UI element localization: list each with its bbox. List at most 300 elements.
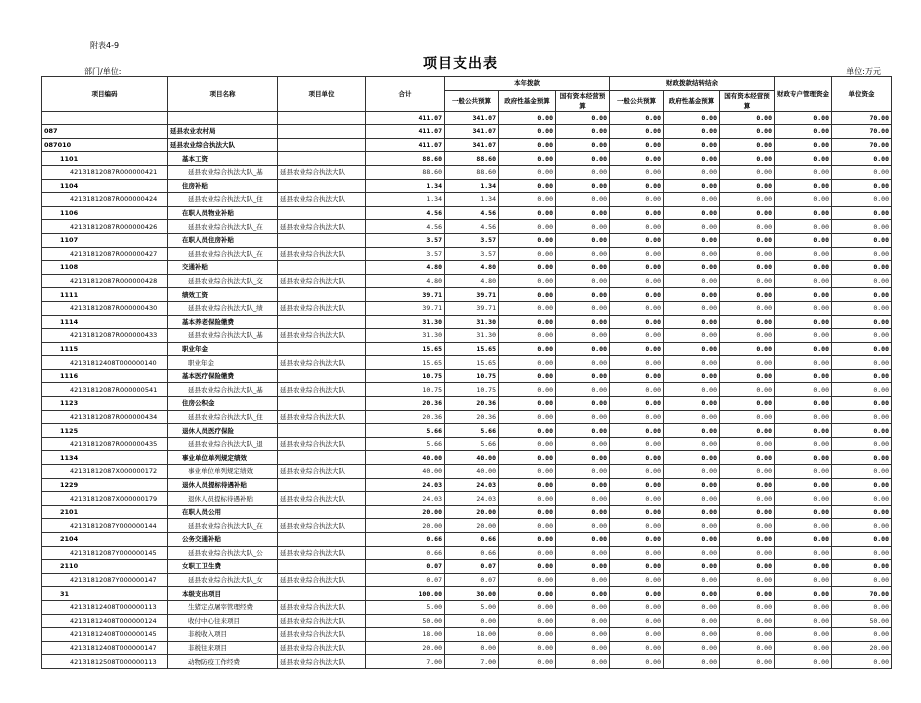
cell-g2-general: 0.00 bbox=[610, 424, 664, 438]
header-g2-fund: 政府性基金预算 bbox=[664, 90, 720, 111]
cell-own-funds: 0.00 bbox=[832, 492, 892, 506]
cell-project-name: 基本医疗保险缴费 bbox=[168, 369, 278, 383]
table-row bbox=[42, 587, 892, 601]
cell-project-unit bbox=[278, 315, 366, 329]
cell-g2-state-capital: 0.00 bbox=[720, 342, 775, 356]
cell-special-account: 0.00 bbox=[775, 573, 832, 587]
cell-project-name: 女职工卫生费 bbox=[168, 560, 278, 574]
cell-project-name: 收付中心往来项目 bbox=[168, 614, 278, 628]
cell-g2-general: 0.00 bbox=[610, 465, 664, 479]
cell-g2-general: 0.00 bbox=[610, 492, 664, 506]
cell-g1-fund: 0.00 bbox=[499, 193, 556, 207]
table-row bbox=[42, 600, 892, 614]
cell-g2-state-capital: 0.00 bbox=[720, 220, 775, 234]
cell-g1-state-capital: 0.00 bbox=[556, 410, 610, 424]
cell-project-code: 1104 bbox=[42, 179, 168, 193]
cell-own-funds: 0.00 bbox=[832, 315, 892, 329]
cell-g2-general: 0.00 bbox=[610, 247, 664, 261]
cell-own-funds: 70.00 bbox=[832, 111, 892, 125]
cell-project-name: 职业年金 bbox=[168, 356, 278, 370]
cell-project-name: 在职人员物业补贴 bbox=[168, 206, 278, 220]
cell-g2-state-capital: 0.00 bbox=[720, 397, 775, 411]
table-row bbox=[42, 437, 892, 451]
cell-g2-fund: 0.00 bbox=[664, 315, 720, 329]
cell-project-name: 公务交通补贴 bbox=[168, 533, 278, 547]
cell-g2-general: 0.00 bbox=[610, 655, 664, 669]
cell-g1-general: 4.56 bbox=[445, 206, 499, 220]
cell-g1-general: 24.03 bbox=[445, 492, 499, 506]
cell-project-code: 42131812087R000000421 bbox=[42, 165, 168, 179]
cell-g1-general: 15.65 bbox=[445, 356, 499, 370]
cell-g2-fund: 0.00 bbox=[664, 301, 720, 315]
cell-g2-fund: 0.00 bbox=[664, 410, 720, 424]
cell-total: 3.57 bbox=[366, 247, 445, 261]
cell-own-funds: 0.00 bbox=[832, 301, 892, 315]
cell-total: 4.80 bbox=[366, 274, 445, 288]
cell-g1-state-capital: 0.00 bbox=[556, 301, 610, 315]
table-row bbox=[42, 397, 892, 411]
cell-project-name: 在职人员公用 bbox=[168, 505, 278, 519]
cell-project-code: 2110 bbox=[42, 560, 168, 574]
cell-g1-general: 5.66 bbox=[445, 424, 499, 438]
cell-g1-fund: 0.00 bbox=[499, 478, 556, 492]
project-expenditure-table bbox=[41, 76, 892, 669]
cell-g2-state-capital: 0.00 bbox=[720, 233, 775, 247]
cell-g1-general: 341.07 bbox=[445, 138, 499, 152]
cell-g2-state-capital: 0.00 bbox=[720, 533, 775, 547]
cell-g1-fund: 0.00 bbox=[499, 383, 556, 397]
cell-g1-state-capital: 0.00 bbox=[556, 261, 610, 275]
cell-g1-general: 20.00 bbox=[445, 519, 499, 533]
cell-g1-fund: 0.00 bbox=[499, 206, 556, 220]
cell-project-code: 42131812087Y000000147 bbox=[42, 573, 168, 587]
cell-own-funds: 0.00 bbox=[832, 410, 892, 424]
cell-g1-state-capital: 0.00 bbox=[556, 492, 610, 506]
cell-total: 50.00 bbox=[366, 614, 445, 628]
cell-own-funds: 0.00 bbox=[832, 261, 892, 275]
table-row bbox=[42, 342, 892, 356]
cell-g2-fund: 0.00 bbox=[664, 465, 720, 479]
cell-g1-general: 7.00 bbox=[445, 655, 499, 669]
cell-own-funds: 0.00 bbox=[832, 274, 892, 288]
cell-g1-fund: 0.00 bbox=[499, 451, 556, 465]
cell-g2-fund: 0.00 bbox=[664, 111, 720, 125]
cell-project-unit: 延县农业综合执法大队 bbox=[278, 274, 366, 288]
appendix-number: 附表4-9 bbox=[90, 41, 120, 50]
header-carryover: 财政拨款结转结余 bbox=[610, 77, 775, 91]
cell-g2-state-capital: 0.00 bbox=[720, 111, 775, 125]
cell-project-code: 1101 bbox=[42, 152, 168, 166]
cell-g1-general: 5.00 bbox=[445, 600, 499, 614]
cell-g1-state-capital: 0.00 bbox=[556, 369, 610, 383]
cell-g1-fund: 0.00 bbox=[499, 247, 556, 261]
cell-g1-state-capital: 0.00 bbox=[556, 165, 610, 179]
cell-g2-general: 0.00 bbox=[610, 233, 664, 247]
cell-g1-fund: 0.00 bbox=[499, 138, 556, 152]
cell-g1-general: 3.57 bbox=[445, 247, 499, 261]
cell-project-unit: 延县农业综合执法大队 bbox=[278, 614, 366, 628]
cell-g2-fund: 0.00 bbox=[664, 274, 720, 288]
cell-g1-fund: 0.00 bbox=[499, 600, 556, 614]
cell-special-account: 0.00 bbox=[775, 356, 832, 370]
header-own-funds: 单位资金 bbox=[832, 77, 892, 112]
cell-g1-general: 88.60 bbox=[445, 152, 499, 166]
cell-project-name: 延县农业综合执法大队_退 bbox=[168, 437, 278, 451]
table-row bbox=[42, 424, 892, 438]
cell-own-funds: 50.00 bbox=[832, 614, 892, 628]
cell-own-funds: 70.00 bbox=[832, 138, 892, 152]
cell-own-funds: 0.00 bbox=[832, 383, 892, 397]
cell-project-name: 延县农业综合执法大队_基 bbox=[168, 165, 278, 179]
cell-g1-fund: 0.00 bbox=[499, 533, 556, 547]
cell-project-code: 42131812508T000000113 bbox=[42, 655, 168, 669]
cell-special-account: 0.00 bbox=[775, 125, 832, 139]
cell-project-name: 延县农业综合执法大队_交 bbox=[168, 274, 278, 288]
cell-g1-general: 341.07 bbox=[445, 125, 499, 139]
cell-g1-fund: 0.00 bbox=[499, 546, 556, 560]
cell-g2-fund: 0.00 bbox=[664, 233, 720, 247]
cell-project-name: 延县农业综合执法大队_基 bbox=[168, 329, 278, 343]
table-row bbox=[42, 329, 892, 343]
cell-project-name: 动物防疫工作经费 bbox=[168, 655, 278, 669]
table-row bbox=[42, 356, 892, 370]
cell-project-name: 绩效工资 bbox=[168, 288, 278, 302]
header-g1-general: 一般公共预算 bbox=[445, 90, 499, 111]
table-row bbox=[42, 179, 892, 193]
cell-own-funds: 0.00 bbox=[832, 519, 892, 533]
cell-own-funds: 20.00 bbox=[832, 641, 892, 655]
cell-project-unit bbox=[278, 424, 366, 438]
cell-g2-general: 0.00 bbox=[610, 125, 664, 139]
cell-g2-general: 0.00 bbox=[610, 641, 664, 655]
cell-project-name: 交通补贴 bbox=[168, 261, 278, 275]
cell-project-name: 住房公积金 bbox=[168, 397, 278, 411]
cell-project-unit bbox=[278, 179, 366, 193]
table-row bbox=[42, 614, 892, 628]
cell-g1-fund: 0.00 bbox=[499, 220, 556, 234]
cell-g2-general: 0.00 bbox=[610, 628, 664, 642]
cell-project-unit: 延县农业综合执法大队 bbox=[278, 600, 366, 614]
cell-project-name: 延县农业综合执法大队_在 bbox=[168, 220, 278, 234]
cell-project-unit bbox=[278, 261, 366, 275]
cell-total: 5.66 bbox=[366, 424, 445, 438]
cell-project-code: 42131812408T000000145 bbox=[42, 628, 168, 642]
cell-g2-fund: 0.00 bbox=[664, 560, 720, 574]
cell-g2-general: 0.00 bbox=[610, 342, 664, 356]
cell-g1-state-capital: 0.00 bbox=[556, 628, 610, 642]
cell-project-unit: 延县农业综合执法大队 bbox=[278, 329, 366, 343]
cell-g2-state-capital: 0.00 bbox=[720, 383, 775, 397]
cell-g2-state-capital: 0.00 bbox=[720, 437, 775, 451]
cell-special-account: 0.00 bbox=[775, 233, 832, 247]
cell-g1-state-capital: 0.00 bbox=[556, 315, 610, 329]
cell-g2-state-capital: 0.00 bbox=[720, 546, 775, 560]
cell-own-funds: 0.00 bbox=[832, 437, 892, 451]
cell-special-account: 0.00 bbox=[775, 397, 832, 411]
cell-total: 20.00 bbox=[366, 641, 445, 655]
cell-g1-general: 3.57 bbox=[445, 233, 499, 247]
cell-g1-general: 15.65 bbox=[445, 342, 499, 356]
cell-g1-fund: 0.00 bbox=[499, 315, 556, 329]
cell-project-code: 31 bbox=[42, 587, 168, 601]
cell-project-code: 42131812087R000000434 bbox=[42, 410, 168, 424]
cell-total: 20.00 bbox=[366, 519, 445, 533]
table-row bbox=[42, 560, 892, 574]
cell-total: 10.75 bbox=[366, 369, 445, 383]
cell-project-unit: 延县农业综合执法大队 bbox=[278, 655, 366, 669]
cell-project-name: 非税收入项目 bbox=[168, 628, 278, 642]
cell-g2-fund: 0.00 bbox=[664, 329, 720, 343]
cell-g1-general: 341.07 bbox=[445, 111, 499, 125]
table-row bbox=[42, 274, 892, 288]
cell-project-name: 在职人员住房补贴 bbox=[168, 233, 278, 247]
table-row bbox=[42, 546, 892, 560]
cell-g2-state-capital: 0.00 bbox=[720, 329, 775, 343]
cell-g1-fund: 0.00 bbox=[499, 424, 556, 438]
table-row bbox=[42, 125, 892, 139]
cell-special-account: 0.00 bbox=[775, 587, 832, 601]
cell-g2-general: 0.00 bbox=[610, 573, 664, 587]
cell-special-account: 0.00 bbox=[775, 193, 832, 207]
cell-g1-general: 39.71 bbox=[445, 288, 499, 302]
cell-g2-general: 0.00 bbox=[610, 220, 664, 234]
cell-total: 88.60 bbox=[366, 165, 445, 179]
cell-project-unit: 延县农业综合执法大队 bbox=[278, 220, 366, 234]
cell-total: 4.56 bbox=[366, 220, 445, 234]
cell-special-account: 0.00 bbox=[775, 628, 832, 642]
cell-project-name: 延县农业综合执法大队_住 bbox=[168, 410, 278, 424]
cell-own-funds: 0.00 bbox=[832, 165, 892, 179]
cell-g1-fund: 0.00 bbox=[499, 274, 556, 288]
cell-own-funds: 0.00 bbox=[832, 465, 892, 479]
cell-special-account: 0.00 bbox=[775, 492, 832, 506]
cell-g2-fund: 0.00 bbox=[664, 220, 720, 234]
cell-own-funds: 0.00 bbox=[832, 546, 892, 560]
cell-project-unit bbox=[278, 206, 366, 220]
table-row bbox=[42, 478, 892, 492]
cell-special-account: 0.00 bbox=[775, 655, 832, 669]
cell-project-unit bbox=[278, 533, 366, 547]
cell-project-name: 非税往来项目 bbox=[168, 641, 278, 655]
cell-g1-state-capital: 0.00 bbox=[556, 451, 610, 465]
cell-special-account: 0.00 bbox=[775, 206, 832, 220]
cell-project-code: 1123 bbox=[42, 397, 168, 411]
table-row bbox=[42, 383, 892, 397]
table-row bbox=[42, 369, 892, 383]
header-g1-fund: 政府性基金预算 bbox=[499, 90, 556, 111]
cell-own-funds: 0.00 bbox=[832, 505, 892, 519]
table-row bbox=[42, 206, 892, 220]
cell-g1-general: 24.03 bbox=[445, 478, 499, 492]
cell-project-name: 住房补贴 bbox=[168, 179, 278, 193]
table-row bbox=[42, 628, 892, 642]
cell-project-code: 1115 bbox=[42, 342, 168, 356]
cell-g1-state-capital: 0.00 bbox=[556, 125, 610, 139]
cell-project-code: 42131812087X000000172 bbox=[42, 465, 168, 479]
cell-g1-state-capital: 0.00 bbox=[556, 546, 610, 560]
cell-special-account: 0.00 bbox=[775, 519, 832, 533]
cell-g2-general: 0.00 bbox=[610, 369, 664, 383]
cell-project-name: 退休人员医疗保险 bbox=[168, 424, 278, 438]
cell-project-code: 1107 bbox=[42, 233, 168, 247]
cell-project-unit: 延县农业综合执法大队 bbox=[278, 193, 366, 207]
cell-project-code: 1229 bbox=[42, 478, 168, 492]
cell-special-account: 0.00 bbox=[775, 505, 832, 519]
cell-project-code: 1114 bbox=[42, 315, 168, 329]
cell-g1-fund: 0.00 bbox=[499, 356, 556, 370]
cell-project-name: 延县农业综合执法大队 bbox=[168, 138, 278, 152]
cell-total: 18.00 bbox=[366, 628, 445, 642]
cell-g1-general: 30.00 bbox=[445, 587, 499, 601]
cell-g2-state-capital: 0.00 bbox=[720, 369, 775, 383]
cell-project-unit bbox=[278, 369, 366, 383]
cell-g2-fund: 0.00 bbox=[664, 247, 720, 261]
cell-project-code: 087010 bbox=[42, 138, 168, 152]
cell-g1-general: 4.80 bbox=[445, 274, 499, 288]
cell-g1-state-capital: 0.00 bbox=[556, 437, 610, 451]
cell-project-name: 基本工资 bbox=[168, 152, 278, 166]
cell-g2-state-capital: 0.00 bbox=[720, 152, 775, 166]
cell-g2-state-capital: 0.00 bbox=[720, 138, 775, 152]
cell-g1-fund: 0.00 bbox=[499, 111, 556, 125]
cell-own-funds: 0.00 bbox=[832, 424, 892, 438]
cell-g1-fund: 0.00 bbox=[499, 573, 556, 587]
cell-project-code: 42131812408T000000147 bbox=[42, 641, 168, 655]
cell-g2-state-capital: 0.00 bbox=[720, 492, 775, 506]
cell-own-funds: 0.00 bbox=[832, 655, 892, 669]
cell-g2-general: 0.00 bbox=[610, 165, 664, 179]
cell-total: 24.03 bbox=[366, 478, 445, 492]
cell-own-funds: 0.00 bbox=[832, 600, 892, 614]
header-total: 合计 bbox=[366, 77, 445, 112]
cell-own-funds: 0.00 bbox=[832, 193, 892, 207]
cell-g2-general: 0.00 bbox=[610, 111, 664, 125]
cell-g1-state-capital: 0.00 bbox=[556, 233, 610, 247]
page-title: 项目支出表 bbox=[423, 56, 498, 72]
cell-g1-general: 1.34 bbox=[445, 193, 499, 207]
cell-g2-fund: 0.00 bbox=[664, 138, 720, 152]
cell-g2-general: 0.00 bbox=[610, 193, 664, 207]
cell-special-account: 0.00 bbox=[775, 274, 832, 288]
table-row bbox=[42, 492, 892, 506]
cell-own-funds: 0.00 bbox=[832, 451, 892, 465]
cell-own-funds: 70.00 bbox=[832, 587, 892, 601]
cell-g1-general: 0.66 bbox=[445, 546, 499, 560]
cell-g1-fund: 0.00 bbox=[499, 342, 556, 356]
cell-g1-state-capital: 0.00 bbox=[556, 560, 610, 574]
cell-g2-fund: 0.00 bbox=[664, 437, 720, 451]
header-g2-general: 一般公共预算 bbox=[610, 90, 664, 111]
cell-special-account: 0.00 bbox=[775, 342, 832, 356]
cell-own-funds: 0.00 bbox=[832, 369, 892, 383]
cell-project-code: 42131812087R000000427 bbox=[42, 247, 168, 261]
cell-g2-state-capital: 0.00 bbox=[720, 465, 775, 479]
cell-special-account: 0.00 bbox=[775, 138, 832, 152]
cell-project-unit bbox=[278, 138, 366, 152]
cell-g2-fund: 0.00 bbox=[664, 546, 720, 560]
cell-total: 20.36 bbox=[366, 397, 445, 411]
cell-g2-fund: 0.00 bbox=[664, 492, 720, 506]
cell-g1-fund: 0.00 bbox=[499, 492, 556, 506]
header-unit: 项目单位 bbox=[278, 77, 366, 112]
cell-g1-state-capital: 0.00 bbox=[556, 600, 610, 614]
cell-project-unit: 延县农业综合执法大队 bbox=[278, 641, 366, 655]
cell-g1-fund: 0.00 bbox=[499, 410, 556, 424]
cell-g1-general: 18.00 bbox=[445, 628, 499, 642]
cell-total: 1.34 bbox=[366, 193, 445, 207]
cell-g1-general: 40.00 bbox=[445, 465, 499, 479]
cell-g2-fund: 0.00 bbox=[664, 655, 720, 669]
cell-g2-general: 0.00 bbox=[610, 505, 664, 519]
cell-g1-state-capital: 0.00 bbox=[556, 533, 610, 547]
cell-g1-fund: 0.00 bbox=[499, 587, 556, 601]
cell-project-name bbox=[168, 111, 278, 125]
cell-g1-general: 0.66 bbox=[445, 533, 499, 547]
cell-g2-general: 0.00 bbox=[610, 451, 664, 465]
cell-g1-state-capital: 0.00 bbox=[556, 274, 610, 288]
cell-total: 31.30 bbox=[366, 329, 445, 343]
cell-total: 88.60 bbox=[366, 152, 445, 166]
cell-g2-state-capital: 0.00 bbox=[720, 519, 775, 533]
cell-g2-fund: 0.00 bbox=[664, 451, 720, 465]
cell-project-code: 42131812087R000000426 bbox=[42, 220, 168, 234]
cell-g2-general: 0.00 bbox=[610, 600, 664, 614]
cell-g1-general: 40.00 bbox=[445, 451, 499, 465]
cell-project-code: 42131812087R000000424 bbox=[42, 193, 168, 207]
cell-total: 1.34 bbox=[366, 179, 445, 193]
cell-project-code: 42131812087R000000430 bbox=[42, 301, 168, 315]
cell-g2-general: 0.00 bbox=[610, 437, 664, 451]
cell-g1-general: 31.30 bbox=[445, 315, 499, 329]
cell-g2-general: 0.00 bbox=[610, 261, 664, 275]
cell-g1-general: 4.56 bbox=[445, 220, 499, 234]
cell-special-account: 0.00 bbox=[775, 533, 832, 547]
cell-total: 0.07 bbox=[366, 560, 445, 574]
cell-g1-state-capital: 0.00 bbox=[556, 111, 610, 125]
cell-total: 3.57 bbox=[366, 233, 445, 247]
cell-project-name: 职业年金 bbox=[168, 342, 278, 356]
cell-project-code: 42131812087R000000541 bbox=[42, 383, 168, 397]
cell-g1-state-capital: 0.00 bbox=[556, 288, 610, 302]
cell-g2-fund: 0.00 bbox=[664, 587, 720, 601]
cell-special-account: 0.00 bbox=[775, 410, 832, 424]
cell-own-funds: 0.00 bbox=[832, 288, 892, 302]
cell-total: 40.00 bbox=[366, 451, 445, 465]
cell-project-name: 退休人员提标待遇补贴 bbox=[168, 492, 278, 506]
table-row bbox=[42, 315, 892, 329]
cell-g2-general: 0.00 bbox=[610, 560, 664, 574]
cell-project-code: 1125 bbox=[42, 424, 168, 438]
cell-g2-general: 0.00 bbox=[610, 274, 664, 288]
cell-own-funds: 0.00 bbox=[832, 220, 892, 234]
cell-project-unit: 延县农业综合执法大队 bbox=[278, 247, 366, 261]
cell-project-name: 事业单位单列规定绩效 bbox=[168, 451, 278, 465]
cell-total: 5.66 bbox=[366, 437, 445, 451]
cell-g1-state-capital: 0.00 bbox=[556, 356, 610, 370]
cell-g1-state-capital: 0.00 bbox=[556, 179, 610, 193]
cell-own-funds: 0.00 bbox=[832, 206, 892, 220]
cell-total: 411.07 bbox=[366, 138, 445, 152]
cell-g2-fund: 0.00 bbox=[664, 342, 720, 356]
cell-g2-state-capital: 0.00 bbox=[720, 573, 775, 587]
cell-total: 5.00 bbox=[366, 600, 445, 614]
cell-g2-fund: 0.00 bbox=[664, 179, 720, 193]
cell-own-funds: 0.00 bbox=[832, 342, 892, 356]
cell-g1-general: 39.71 bbox=[445, 301, 499, 315]
cell-g1-state-capital: 0.00 bbox=[556, 424, 610, 438]
table-row bbox=[42, 138, 892, 152]
cell-project-unit: 延县农业综合执法大队 bbox=[278, 301, 366, 315]
